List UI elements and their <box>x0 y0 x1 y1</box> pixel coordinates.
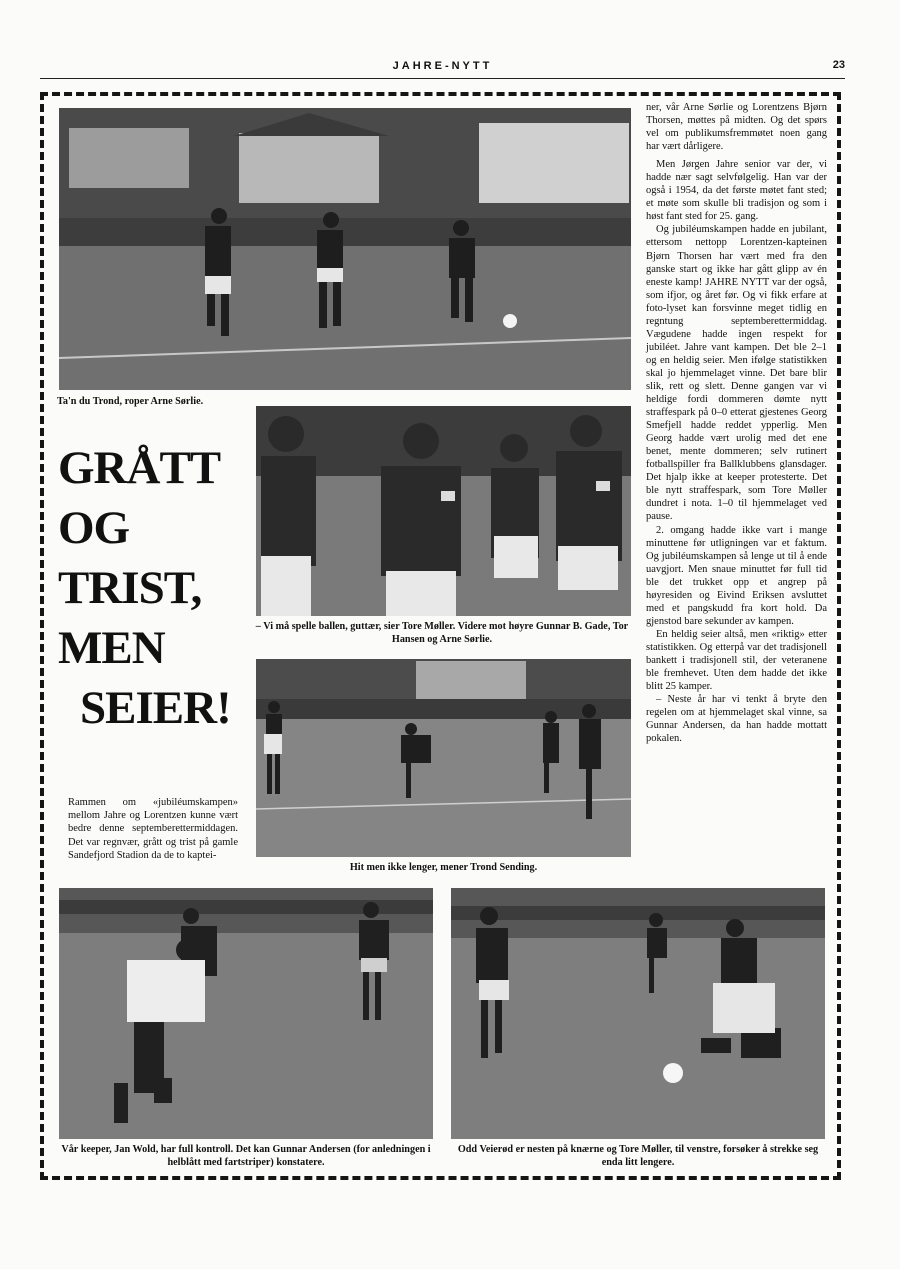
page-number: 23 <box>832 59 845 71</box>
headline-line1: GRÅTT <box>58 442 221 494</box>
magazine-title: JAHRE-NYTT <box>392 60 493 72</box>
headline <box>58 438 248 738</box>
photo-tackle <box>451 888 825 1139</box>
article-paragraph: Og jubiléumskampen hadde en jubilant, ettersom nettopp Lorentzen-kapteinen Bjørn Thorsen har vært med fra den ganske start og ikke har gått glipp av én eneste kamp! JAHRE NYTT var der også, som ifjor, og året før. Og vi fikk erfare at foto-lyset kan forsvinne meget tidlig en regntung septemberettermiddag. Vægudene hadde ingen respekt for jubiléet. Jahre vant kampen. Det ble 2–1 og en heldig seier. Men ifølge statistikken skal jo hjemmelaget vinne. Det bare blir slik, rett og slett. Denne gangen var vi heldige fordi dommeren dømte nytt straffespark på 0–0 etterat gjestenes Georg Smefjell hadde reddet ypperlig. Men Georg hadde vært urolig med det ene benet, mente dommeren; selv rutinert fotballspiller fra Ballklubbens glansdager. Det hjalp ikke at keeper protesterte. Det ble nytt straffespark, som Tore Møller dundret i nota. 1–0 til hjemmelaget ved pause. <box>646 224 827 523</box>
caption-photo5: Odd Veierød er nesten på knærne og Tore Møller, til venstre, forsøker å strekke seg enda litt lengere. <box>457 1144 819 1168</box>
photo-defending <box>256 659 631 857</box>
article-paragraph: ner, vår Arne Sørlie og Lorentzens Bjørn Thorsen, møttes på midten. Og det spørs vel om publikumsfremmøtet noen gang har vært dårligere. <box>646 102 827 153</box>
article-paragraph: En heldig seier altså, men «riktig» etter statistikken. Og etterpå var det tradisjonell bankett i tradisjonell stil, der veteranene ble fremhevet. Uten dem hadde det ikke blitt 25 kamper. <box>646 628 827 693</box>
article-column <box>646 101 827 745</box>
photo-players-running <box>59 108 631 390</box>
headline-line3: TRIST, <box>58 562 202 614</box>
article-paragraph: 2. omgang hadde ikke vart i mange minuttene før utligningen var et faktum. Og jubiléumskampen så lenge ut til å ende uavgjort. Men snaue minuttet før full tid ble det trukket opp et angrep på høyresiden og Eivind Eriksen avsluttet med et pangskudd fra kort hold. Da gjenstod bare sekunder av kampen. <box>646 524 827 627</box>
headline-line4: MEN <box>58 622 165 674</box>
photo-goalkeeper <box>59 888 433 1139</box>
caption-photo3: Hit men ikke lenger, mener Trond Sending. <box>349 862 538 873</box>
article-paragraph: Men Jørgen Jahre senior var der, vi hadde nær sagt selvfølgelig. Han var der også i 1954, da det første møtet fant sted; et møte som skulle bli tradisjon og som i høst fant sted for 25. gang. <box>646 159 827 223</box>
intro-paragraph: Rammen om «jubiléumskampen» mellom Jahre og Lorentzen kunne vært bedre denne septemberettermiddagen. Det var regnvær, grått og trist på gamle Sandefjord Stadion da de to kaptei- <box>68 797 238 861</box>
header-rule <box>40 78 845 79</box>
caption-photo2: – Vi må spelle ballen, guttær, sier Tore Møller. Videre mot høyre Gunnar B. Gade, Tor Hansen og Arne Sørlie. <box>255 621 629 645</box>
caption-photo1: Ta'n du Trond, roper Arne Sørlie. <box>57 396 204 407</box>
photo-team-talk <box>256 406 631 616</box>
article-paragraph: – Neste år har vi tenkt å bryte den regelen om at hjemmelaget skal vinne, sa Gunnar Andersen, da han hadde mottatt pokalen. <box>646 694 827 745</box>
caption-photo4: Vår keeper, Jan Wold, har full kontroll. Det kan Gunnar Andersen (for anledningen i helblått med fartstriper) konstatere. <box>61 1144 431 1168</box>
headline-line2: OG <box>58 502 130 554</box>
page-header <box>40 58 845 78</box>
headline-line5: SEIER! <box>80 682 231 734</box>
